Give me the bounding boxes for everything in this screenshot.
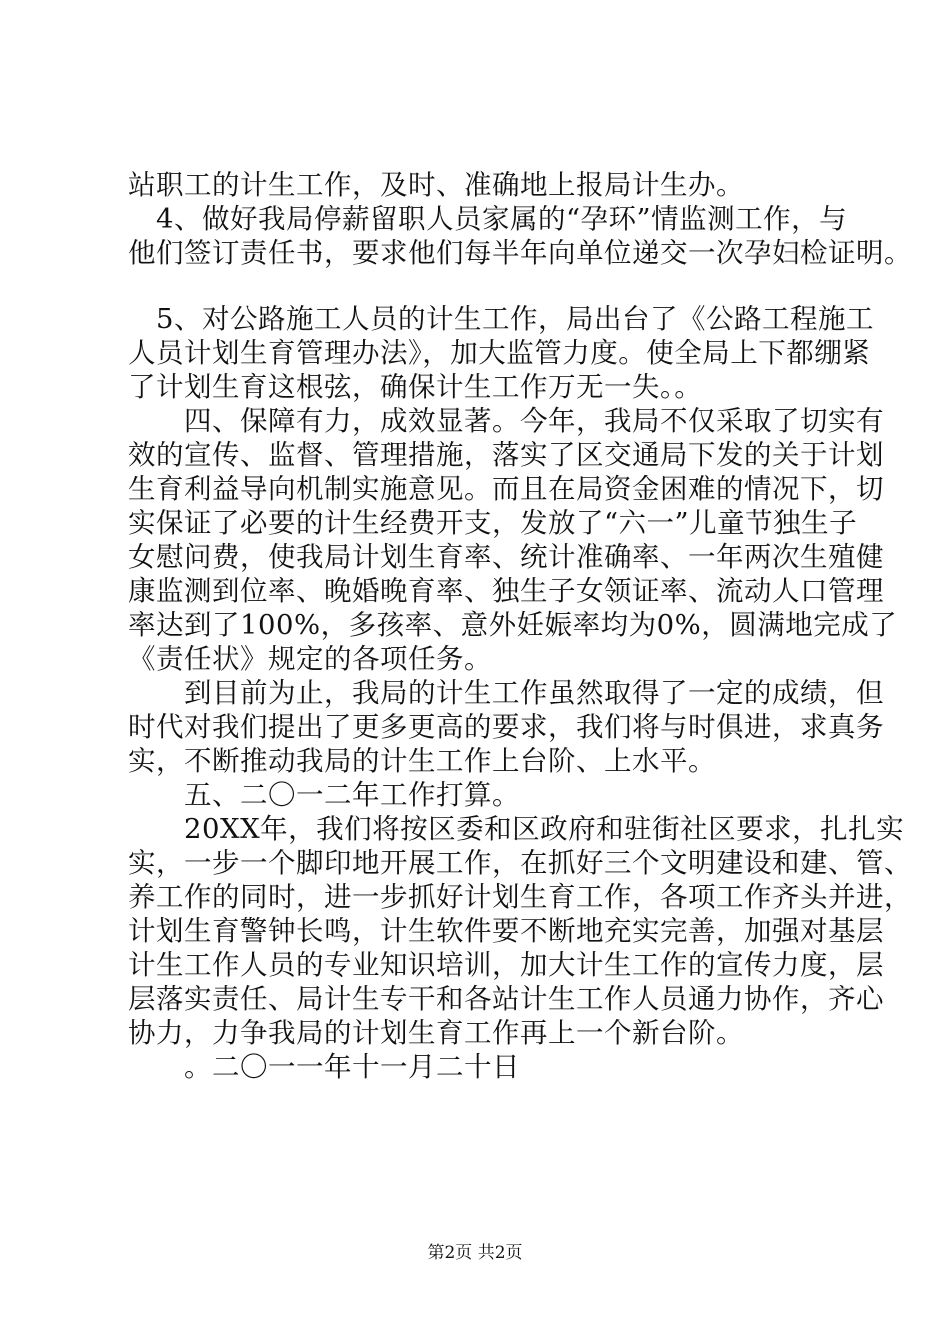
paragraph-line: 效的宣传、监督、管理措施，落实了区交通局下发的关于计划: [128, 439, 884, 471]
paragraph-gap: [128, 270, 828, 302]
paragraph-line: 康监测到位率、晚婚晚育率、独生子女领证率、流动人口管理: [128, 575, 884, 607]
paragraph-line: 《责任状》规定的各项任务。: [128, 643, 492, 675]
paragraph-line: 计生工作人员的专业知识培训，加大计生工作的宣传力度，层: [128, 949, 884, 981]
paragraph-line: 5、对公路施工人员的计生工作，局出台了《公路工程施工: [128, 303, 874, 335]
paragraph-line: 层落实责任、局计生专干和各站计生工作人员通力协作，齐心: [128, 983, 884, 1015]
date-line: 。二〇一一年十一月二十日: [128, 1051, 520, 1083]
paragraph-line: 养工作的同时，进一步抓好计划生育工作，各项工作齐头并进，: [128, 881, 912, 913]
paragraph-line: 人员计划生育管理办法》，加大监管力度。使全局上下都绷紧: [128, 337, 871, 369]
paragraph-line: 到目前为止，我局的计生工作虽然取得了一定的成绩，但: [128, 677, 884, 709]
paragraph-line: 率达到了100%，多孩率、意外妊娠率均为0%，圆满地完成了: [128, 609, 898, 641]
paragraph-line: 实，一步一个脚印地开展工作，在抓好三个文明建设和建、管、: [128, 847, 912, 879]
paragraph-line: 实，不断推动我局的计生工作上台阶、上水平。: [128, 745, 716, 777]
paragraph-line: 时代对我们提出了更多更高的要求，我们将与时俱进，求真务: [128, 711, 884, 743]
paragraph-line: 四、保障有力，成效显著。今年，我局不仅采取了切实有: [128, 405, 884, 437]
paragraph-line: 生育利益导向机制实施意见。而且在局资金困难的情况下，切: [128, 473, 884, 505]
page-number: 第2页 共2页: [427, 1243, 523, 1263]
body-text: [128, 168, 912, 1084]
paragraph-line: 他们签订责任书，要求他们每半年向单位递交一次孕妇检证明。: [128, 237, 912, 269]
paragraph-line: 协力，力争我局的计划生育工作再上一个新台阶。: [128, 1017, 744, 1049]
paragraph-line: 女慰问费，使我局计划生育率、统计准确率、一年两次生殖健: [128, 541, 884, 573]
paragraph-line: 实保证了必要的计生经费开支，发放了“六一”儿童节独生子: [128, 507, 858, 539]
paragraph-line: 20XX年，我们将按区委和区政府和驻街社区要求，扎扎实: [128, 813, 905, 845]
paragraph-line: 了计划生育这根弦，确保计生工作万无一失。。: [128, 371, 703, 403]
section-heading: 五、二〇一二年工作打算。: [128, 779, 520, 811]
paragraph-line: 计划生育警钟长鸣，计生软件要不断地充实完善，加强对基层: [128, 915, 884, 947]
paragraph-line: 站职工的计生工作，及时、准确地上报局计生办。: [128, 169, 744, 201]
paragraph-line: 4、做好我局停薪留职人员家属的“孕环”情监测工作，与: [128, 203, 848, 235]
